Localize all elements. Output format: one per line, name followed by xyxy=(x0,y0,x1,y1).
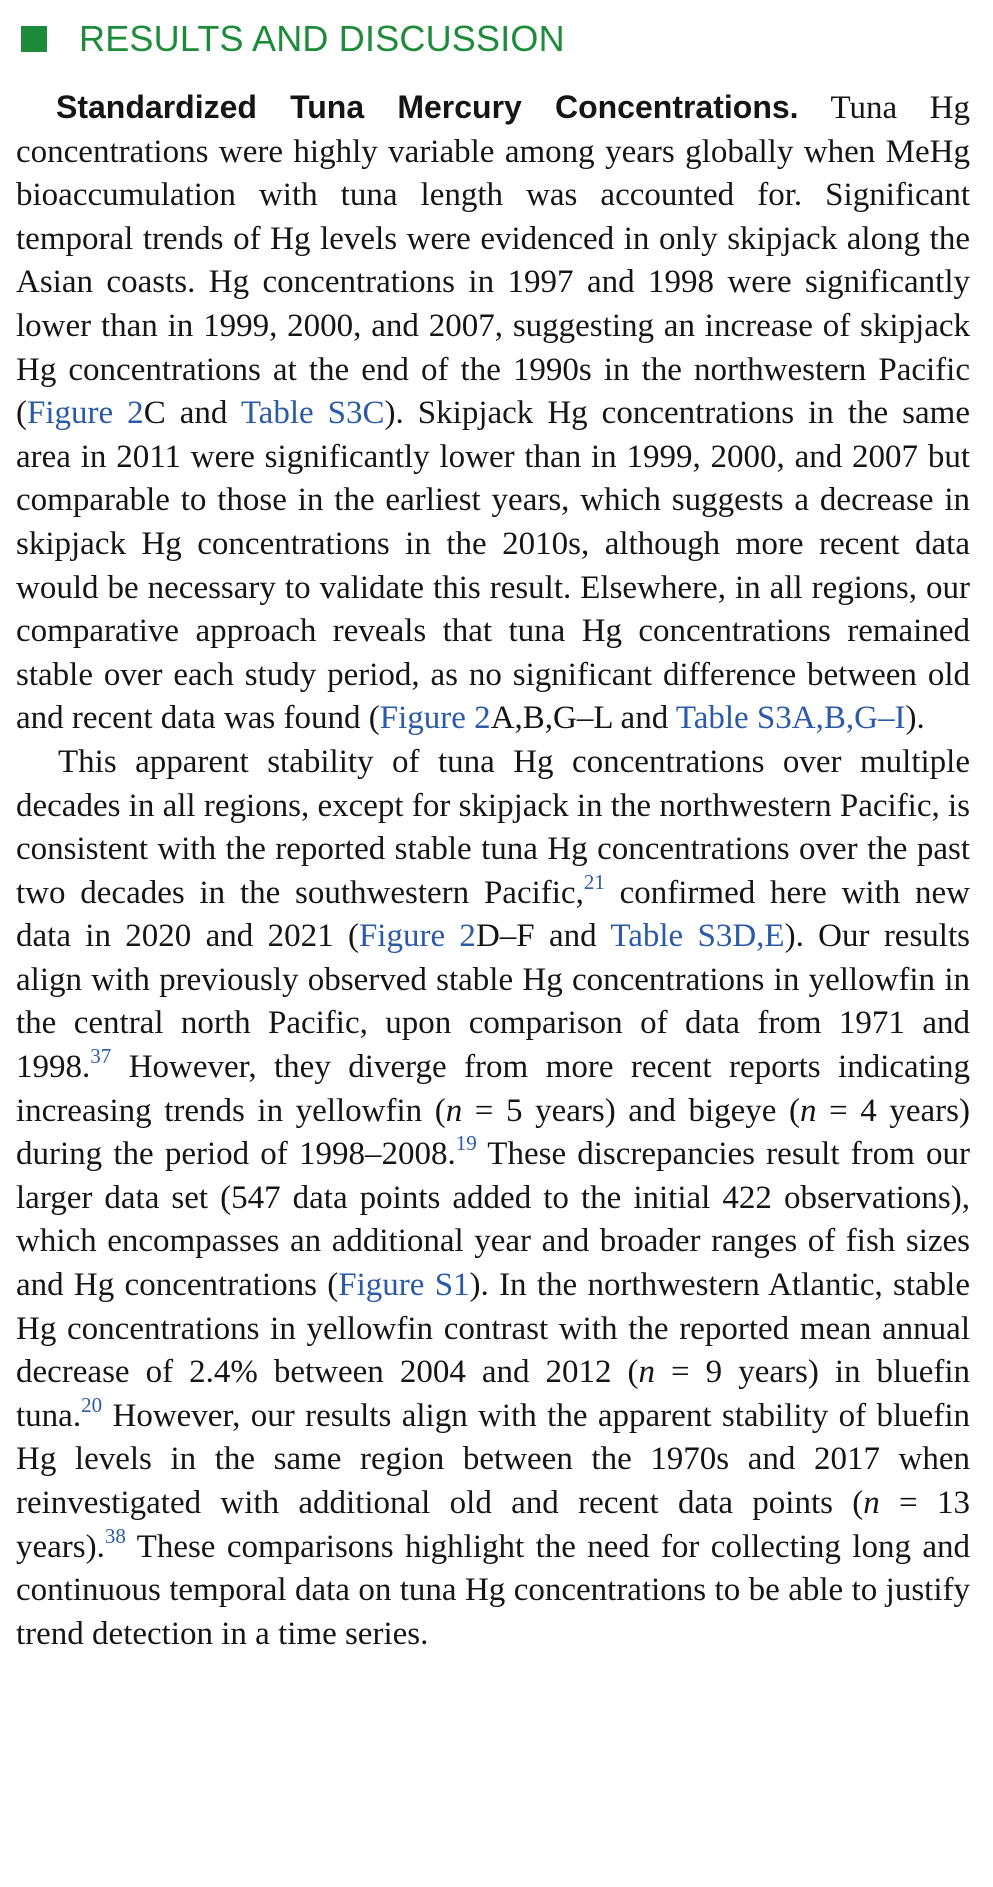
italic-n: n xyxy=(863,1485,880,1521)
section-title: RESULTS AND DISCUSSION xyxy=(79,18,565,59)
table-s3-link[interactable]: Table S3A,B,G–I xyxy=(675,700,906,737)
paragraph-text: = 5 years) and bigeye ( xyxy=(462,1092,801,1129)
run-in-heading: Standardized Tuna Mercury Concentrations. xyxy=(56,89,799,125)
paragraph-text: Tuna Hg concentrations were highly variable among years globally when MeHg bioaccumulation with tuna length was accounted for. Significant temporal trends of Hg levels were evidenced in only skipjack along the Asian coasts. Hg concentrations in 1997 and 1998 were significantly lower than in 1999, 2000, and 2007, suggesting an increase of skipjack Hg concentrations at the end of the 1990s in the northwestern Pacific ( xyxy=(16,90,970,432)
italic-n: n xyxy=(638,1354,656,1391)
paragraph-text: ). Skipjack Hg concentrations in the same area in 2011 were significantly lower than in 1999, 2000, and 2007 but comparable to those in the earliest years, which suggests a decrease in skipjack Hg concentrations in the 2010s, although more recent data would be necessary to validate this result. Elsewhere, in all regions, our comparative approach reveals that tuna Hg concentrations remained stable over each study period, as no significant difference between old and recent data was found ( xyxy=(16,395,970,737)
reference-37-link[interactable]: 37 xyxy=(90,1044,112,1069)
paragraph-standardized-concentrations xyxy=(16,86,970,741)
paragraph-text: These comparisons highlight the need for collecting long and continuous temporal data on tuna Hg concentrations to be able to justify trend detection in a time series. xyxy=(16,1528,970,1652)
paragraph-text: ). xyxy=(905,700,925,737)
paragraph-text: ). Our results align with previously observed stable Hg concentrations in yellowfin in the central north Pacific, upon comparison of data from 1971 and 1998. xyxy=(16,918,970,1086)
reference-20-link[interactable]: 20 xyxy=(81,1392,103,1417)
table-s3c-link[interactable]: Table S3C xyxy=(240,395,385,432)
reference-21-link[interactable]: 21 xyxy=(583,869,605,894)
paragraph-text: confirmed here with new data in 2020 and 2021 ( xyxy=(16,874,970,955)
paragraph-text: These discrepancies result from our larger data set (547 data points added to the initial 422 observations), which encompasses an additional year and broader ranges of fish sizes and Hg concentrations ( xyxy=(16,1136,970,1304)
paragraph-text: = 13 years). xyxy=(16,1485,970,1565)
italic-n: n xyxy=(445,1092,463,1129)
article-page xyxy=(16,14,970,1656)
figure-2-link[interactable]: Figure 2 xyxy=(379,700,491,737)
section-heading xyxy=(16,14,970,64)
paragraph-text: However, our results align with the apparent stability of bluefin Hg levels in the same region between the 1970s and 2017 when reinvestigated with additional old and recent data points ( xyxy=(16,1397,970,1521)
figure-2-link[interactable]: Figure 2 xyxy=(358,918,476,955)
paragraph-text: = 9 years) in bluefin tuna. xyxy=(16,1354,971,1434)
reference-19-link[interactable]: 19 xyxy=(455,1131,477,1156)
paragraph-text: ). In the northwestern Atlantic, stable Hg concentrations in yellowfin contrast with the reported mean annual decrease of 2.4% between 2004 and 2012 ( xyxy=(16,1267,970,1391)
paragraph-text: This apparent stability of tuna Hg concentrations over multiple decades in all regions, except for skipjack in the northwestern Pacific, is consistent with the reported stable tuna Hg concentrations over the past two decades in the southwestern Pacific, xyxy=(16,743,970,911)
figure-s1-link[interactable]: Figure S1 xyxy=(338,1267,470,1304)
figure-2-link[interactable]: Figure 2 xyxy=(27,395,144,432)
italic-n: n xyxy=(800,1092,817,1129)
table-s3de-link[interactable]: Table S3D,E xyxy=(610,918,785,955)
paragraph-text: D–F and xyxy=(475,918,611,955)
paragraph-stability xyxy=(16,741,970,1656)
paragraph-text: = 4 years) during the period of 1998–2008. xyxy=(16,1092,970,1173)
paragraph-text: However, they diverge from more recent reports indicating increasing trends in yellowfin ( xyxy=(16,1049,970,1129)
reference-38-link[interactable]: 38 xyxy=(104,1523,126,1548)
paragraph-text: C and xyxy=(143,395,241,432)
section-square-icon xyxy=(21,26,47,52)
paragraph-text: A,B,G–L and xyxy=(490,700,676,737)
